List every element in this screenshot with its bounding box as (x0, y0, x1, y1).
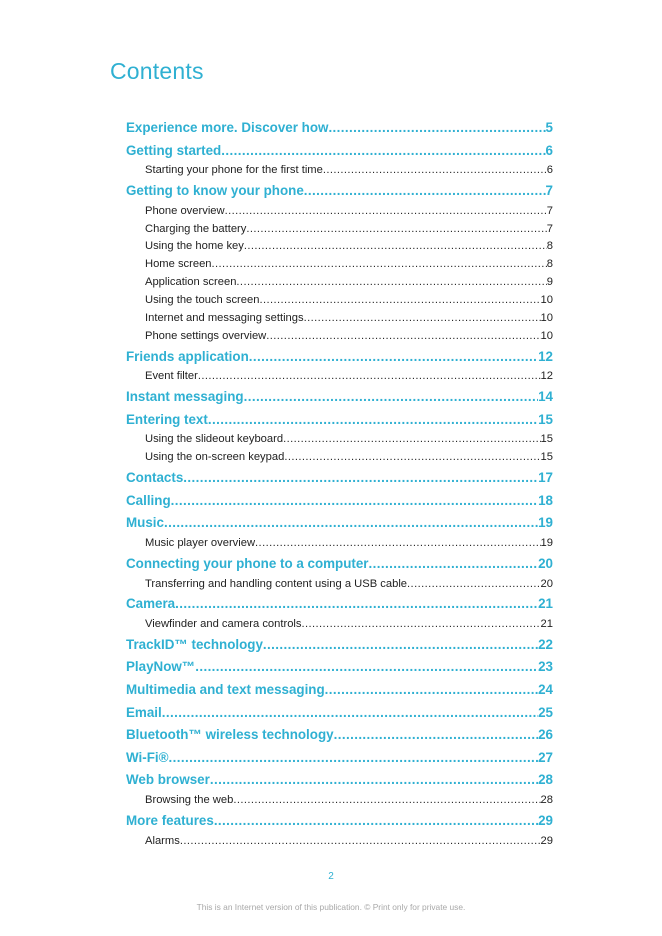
toc-entry-page: 15 (540, 433, 553, 446)
page-number: 2 (328, 871, 334, 882)
toc-dot-leader (283, 431, 540, 449)
toc-dot-leader (249, 346, 538, 369)
toc-entry-page: 8 (546, 240, 553, 253)
toc-entry-title: Instant messaging (126, 389, 244, 405)
toc-dot-leader (334, 724, 539, 747)
toc-entry-page: 21 (538, 596, 553, 612)
toc-entry-title: Internet and messaging settings (145, 312, 304, 325)
toc-entry-title: Phone settings overview (145, 329, 267, 342)
toc-section-entry[interactable] (126, 238, 553, 256)
toc-chapter-entry[interactable] (126, 140, 553, 163)
toc-chapter-entry[interactable] (126, 702, 553, 725)
toc-entry-title: Music player overview (145, 537, 256, 550)
toc-entry-page: 25 (538, 704, 553, 720)
toc-section-entry[interactable] (126, 535, 553, 553)
toc-dot-leader (284, 449, 540, 467)
toc-entry-title: Transferring and handling content using a USB cable (145, 577, 408, 590)
toc-entry-title: Friends application (126, 348, 249, 364)
toc-section-entry[interactable] (126, 449, 553, 467)
toc-dot-leader (168, 747, 538, 770)
toc-section-entry[interactable] (126, 256, 553, 274)
toc-entry-title: TrackID™ technology (126, 636, 263, 652)
toc-entry-title: Using the touch screen (145, 294, 260, 307)
toc-entry-title: Phone overview (145, 204, 225, 217)
toc-entry-page: 20 (540, 577, 553, 590)
toc-entry-title: Home screen (145, 258, 212, 271)
toc-entry-page: 12 (540, 370, 553, 383)
table-of-contents (126, 117, 553, 850)
toc-chapter-entry[interactable] (126, 593, 553, 616)
toc-section-entry[interactable] (126, 221, 553, 239)
toc-dot-leader (208, 409, 538, 432)
toc-entry-page: 9 (546, 276, 553, 289)
toc-entry-title: Using the slideout keyboard (145, 433, 284, 446)
toc-entry-title: More features (126, 812, 214, 828)
toc-dot-leader (266, 328, 540, 346)
toc-dot-leader (162, 702, 538, 725)
toc-entry-page: 20 (538, 555, 553, 571)
toc-entry-page: 22 (538, 636, 553, 652)
toc-entry-page: 10 (540, 312, 553, 325)
toc-entry-page: 18 (538, 492, 553, 508)
toc-entry-title: Music (126, 515, 164, 531)
toc-entry-page: 12 (538, 348, 553, 364)
toc-chapter-entry[interactable] (126, 810, 553, 833)
toc-entry-title: Entering text (126, 411, 208, 427)
toc-dot-leader (183, 467, 538, 490)
toc-entry-title: Getting to know your phone (126, 183, 304, 199)
toc-entry-page: 29 (540, 834, 553, 847)
toc-entry-title: Bluetooth™ wireless technology (126, 727, 334, 743)
toc-dot-leader (259, 292, 540, 310)
toc-entry-title: Charging the battery (145, 222, 247, 235)
toc-dot-leader (171, 490, 538, 513)
toc-chapter-entry[interactable] (126, 386, 553, 409)
toc-entry-page: 19 (538, 515, 553, 531)
toc-entry-title: Experience more. Discover how (126, 120, 329, 135)
toc-entry-page: 15 (538, 411, 553, 427)
toc-dot-leader (263, 634, 538, 657)
toc-dot-leader (164, 512, 538, 535)
toc-entry-page: 7 (546, 204, 553, 217)
toc-entry-page: 28 (540, 794, 553, 807)
toc-dot-leader (214, 810, 538, 833)
toc-entry-title: Connecting your phone to a computer (126, 555, 369, 571)
toc-dot-leader (225, 203, 547, 221)
toc-entry-title: PlayNow™ (126, 659, 196, 675)
toc-chapter-entry[interactable] (126, 409, 553, 432)
toc-entry-title: Getting started (126, 142, 222, 158)
toc-entry-page: 26 (538, 727, 553, 743)
toc-dot-leader (198, 368, 541, 386)
toc-chapter-entry[interactable] (126, 724, 553, 747)
toc-chapter-entry[interactable] (126, 467, 553, 490)
toc-entry-title: Browsing the web (145, 794, 234, 807)
toc-chapter-entry[interactable] (126, 679, 553, 702)
toc-section-entry[interactable] (126, 431, 553, 449)
toc-section-entry[interactable] (126, 292, 553, 310)
toc-entry-title: Alarms (145, 834, 180, 847)
toc-entry-page: 10 (540, 329, 553, 342)
toc-entry-page: 17 (538, 470, 553, 486)
toc-entry-title: Web browser (126, 772, 210, 788)
toc-entry-title: Multimedia and text messaging (126, 682, 325, 698)
toc-section-entry[interactable] (126, 274, 553, 292)
toc-dot-leader (221, 140, 545, 163)
toc-section-entry[interactable] (126, 792, 553, 810)
toc-entry-page: 5 (545, 120, 553, 135)
toc-dot-leader (304, 310, 541, 328)
toc-dot-leader (302, 616, 541, 634)
toc-entry-title: Wi-Fi® (126, 749, 169, 765)
toc-section-entry[interactable] (126, 162, 553, 180)
toc-dot-leader (236, 274, 546, 292)
toc-entry-title: Starting your phone for the first time (145, 164, 323, 177)
toc-entry-page: 23 (538, 659, 553, 675)
toc-section-entry[interactable] (126, 833, 553, 851)
toc-dot-leader (175, 593, 538, 616)
toc-entry-title: Application screen (145, 276, 237, 289)
toc-chapter-entry[interactable] (126, 769, 553, 792)
toc-dot-leader (255, 535, 541, 553)
toc-entry-title: Using the home key (145, 240, 244, 253)
toc-entry-page: 29 (538, 812, 553, 828)
page-title: Contents (110, 58, 204, 84)
toc-entry-page: 28 (538, 772, 553, 788)
footer-note: This is an Internet version of this publication. © Print only for private use. (196, 902, 466, 912)
toc-dot-leader (180, 833, 541, 851)
toc-section-entry[interactable] (126, 310, 553, 328)
toc-entry-page: 8 (546, 258, 553, 271)
toc-dot-leader (407, 576, 541, 594)
toc-dot-leader (233, 792, 540, 810)
toc-dot-leader (212, 256, 547, 274)
toc-chapter-entry[interactable] (126, 656, 553, 679)
toc-dot-leader (325, 679, 538, 702)
toc-entry-page: 6 (545, 142, 553, 158)
toc-dot-leader (210, 769, 538, 792)
toc-entry-title: Using the on-screen keypad (145, 451, 285, 464)
toc-chapter-entry[interactable] (126, 747, 553, 770)
toc-section-entry[interactable] (126, 203, 553, 221)
toc-entry-page: 6 (546, 164, 553, 177)
toc-dot-leader (195, 656, 538, 679)
toc-dot-leader (369, 553, 539, 576)
toc-entry-page: 24 (538, 682, 553, 698)
toc-chapter-entry[interactable] (126, 180, 553, 203)
toc-entry-page: 7 (545, 183, 553, 199)
toc-dot-leader (244, 238, 547, 256)
toc-chapter-entry[interactable] (126, 117, 553, 140)
toc-entry-title: Calling (126, 492, 171, 508)
toc-dot-leader (304, 180, 546, 203)
toc-dot-leader (246, 221, 546, 239)
toc-entry-page: 19 (540, 537, 553, 550)
toc-entry-page: 7 (546, 222, 553, 235)
toc-entry-page: 14 (538, 389, 553, 405)
toc-chapter-entry[interactable] (126, 634, 553, 657)
toc-entry-title: Camera (126, 596, 176, 612)
toc-chapter-entry[interactable] (126, 553, 553, 576)
toc-entry-title: Viewfinder and camera controls (145, 618, 302, 630)
toc-entry-title: Contacts (126, 470, 184, 486)
toc-chapter-entry[interactable] (126, 512, 553, 535)
toc-section-entry[interactable] (126, 328, 553, 346)
toc-section-entry[interactable] (126, 616, 553, 634)
toc-entry-page: 15 (540, 451, 553, 464)
toc-entry-page: 21 (540, 618, 553, 630)
toc-entry-page: 27 (538, 749, 553, 765)
toc-dot-leader (244, 386, 539, 409)
toc-entry-page: 10 (540, 294, 553, 307)
toc-chapter-entry[interactable] (126, 490, 553, 513)
toc-chapter-entry[interactable] (126, 346, 553, 369)
toc-entry-title: Event filter (145, 370, 198, 383)
toc-entry-title: Email (126, 704, 162, 720)
toc-section-entry[interactable] (126, 576, 553, 594)
toc-section-entry[interactable] (126, 368, 553, 386)
toc-dot-leader (323, 162, 547, 180)
toc-dot-leader (328, 117, 545, 140)
